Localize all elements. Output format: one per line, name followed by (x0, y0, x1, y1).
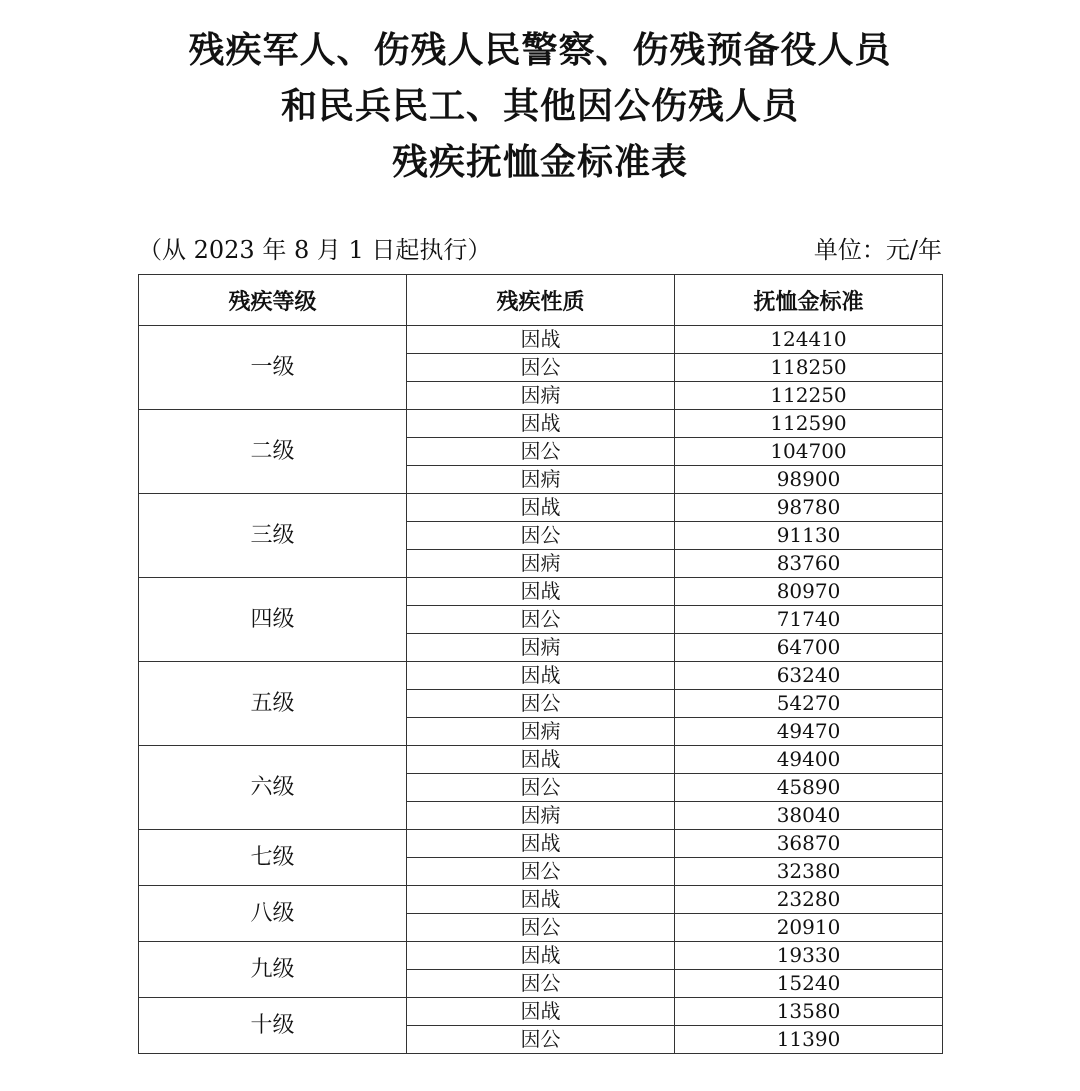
nature-cell: 因公 (407, 522, 675, 550)
amount-cell: 49470 (675, 718, 943, 746)
table-row (139, 746, 943, 774)
nature-cell: 因战 (407, 830, 675, 858)
table-subheader (138, 232, 942, 268)
amount-cell: 23280 (675, 886, 943, 914)
amount-cell: 91130 (675, 522, 943, 550)
nature-cell: 因战 (407, 578, 675, 606)
amount-cell: 49400 (675, 746, 943, 774)
title-line-2: 和民兵民工、其他因公伤残人员 (280, 85, 799, 127)
amount-cell: 112590 (675, 410, 943, 438)
nature-cell: 因病 (407, 634, 675, 662)
amount-cell: 104700 (675, 438, 943, 466)
level-cell: 四级 (139, 578, 407, 662)
amount-cell: 13580 (675, 998, 943, 1026)
level-cell: 三级 (139, 494, 407, 578)
nature-cell: 因战 (407, 998, 675, 1026)
nature-cell: 因战 (407, 410, 675, 438)
amount-cell: 19330 (675, 942, 943, 970)
level-cell: 五级 (139, 662, 407, 746)
nature-cell: 因战 (407, 746, 675, 774)
nature-cell: 因战 (407, 942, 675, 970)
amount-cell: 124410 (675, 326, 943, 354)
unit-label: 单位：元/年 (813, 236, 942, 264)
level-cell: 六级 (139, 746, 407, 830)
nature-cell: 因战 (407, 326, 675, 354)
nature-cell: 因公 (407, 858, 675, 886)
nature-cell: 因病 (407, 382, 675, 410)
table-body (139, 326, 943, 1054)
table-header-row (139, 275, 943, 326)
level-cell: 一级 (139, 326, 407, 410)
amount-cell: 32380 (675, 858, 943, 886)
table-row (139, 494, 943, 522)
document-title (0, 22, 1080, 190)
effective-date: （从 2023 年 8 月 1 日起执行） (138, 236, 492, 264)
table-row (139, 662, 943, 690)
nature-cell: 因病 (407, 550, 675, 578)
nature-cell: 因公 (407, 774, 675, 802)
level-cell: 八级 (139, 886, 407, 942)
amount-cell: 98780 (675, 494, 943, 522)
amount-cell: 63240 (675, 662, 943, 690)
nature-cell: 因公 (407, 970, 675, 998)
amount-cell: 15240 (675, 970, 943, 998)
amount-cell: 54270 (675, 690, 943, 718)
nature-cell: 因战 (407, 494, 675, 522)
level-cell: 七级 (139, 830, 407, 886)
nature-cell: 因病 (407, 802, 675, 830)
amount-cell: 118250 (675, 354, 943, 382)
level-cell: 九级 (139, 942, 407, 998)
header-disability-level: 残疾等级 (139, 275, 407, 326)
amount-cell: 83760 (675, 550, 943, 578)
level-cell: 十级 (139, 998, 407, 1054)
table-row (139, 998, 943, 1026)
table-row (139, 942, 943, 970)
amount-cell: 98900 (675, 466, 943, 494)
level-cell: 二级 (139, 410, 407, 494)
header-disability-nature: 残疾性质 (407, 275, 675, 326)
title-line-1: 残疾军人、伤残人民警察、伤残预备役人员 (188, 29, 892, 71)
table-row (139, 410, 943, 438)
amount-cell: 80970 (675, 578, 943, 606)
amount-cell: 20910 (675, 914, 943, 942)
nature-cell: 因公 (407, 690, 675, 718)
table-row (139, 830, 943, 858)
table-row (139, 326, 943, 354)
amount-cell: 36870 (675, 830, 943, 858)
nature-cell: 因公 (407, 354, 675, 382)
nature-cell: 因公 (407, 438, 675, 466)
amount-cell: 45890 (675, 774, 943, 802)
amount-cell: 11390 (675, 1026, 943, 1054)
amount-cell: 38040 (675, 802, 943, 830)
table-row (139, 886, 943, 914)
nature-cell: 因公 (407, 1026, 675, 1054)
amount-cell: 64700 (675, 634, 943, 662)
title-line-3: 残疾抚恤金标准表 (391, 141, 688, 183)
nature-cell: 因病 (407, 718, 675, 746)
pension-standard-table (138, 274, 943, 1054)
header-pension-amount: 抚恤金标准 (675, 275, 943, 326)
amount-cell: 112250 (675, 382, 943, 410)
nature-cell: 因公 (407, 914, 675, 942)
nature-cell: 因公 (407, 606, 675, 634)
amount-cell: 71740 (675, 606, 943, 634)
table-row (139, 578, 943, 606)
nature-cell: 因战 (407, 662, 675, 690)
nature-cell: 因病 (407, 466, 675, 494)
nature-cell: 因战 (407, 886, 675, 914)
